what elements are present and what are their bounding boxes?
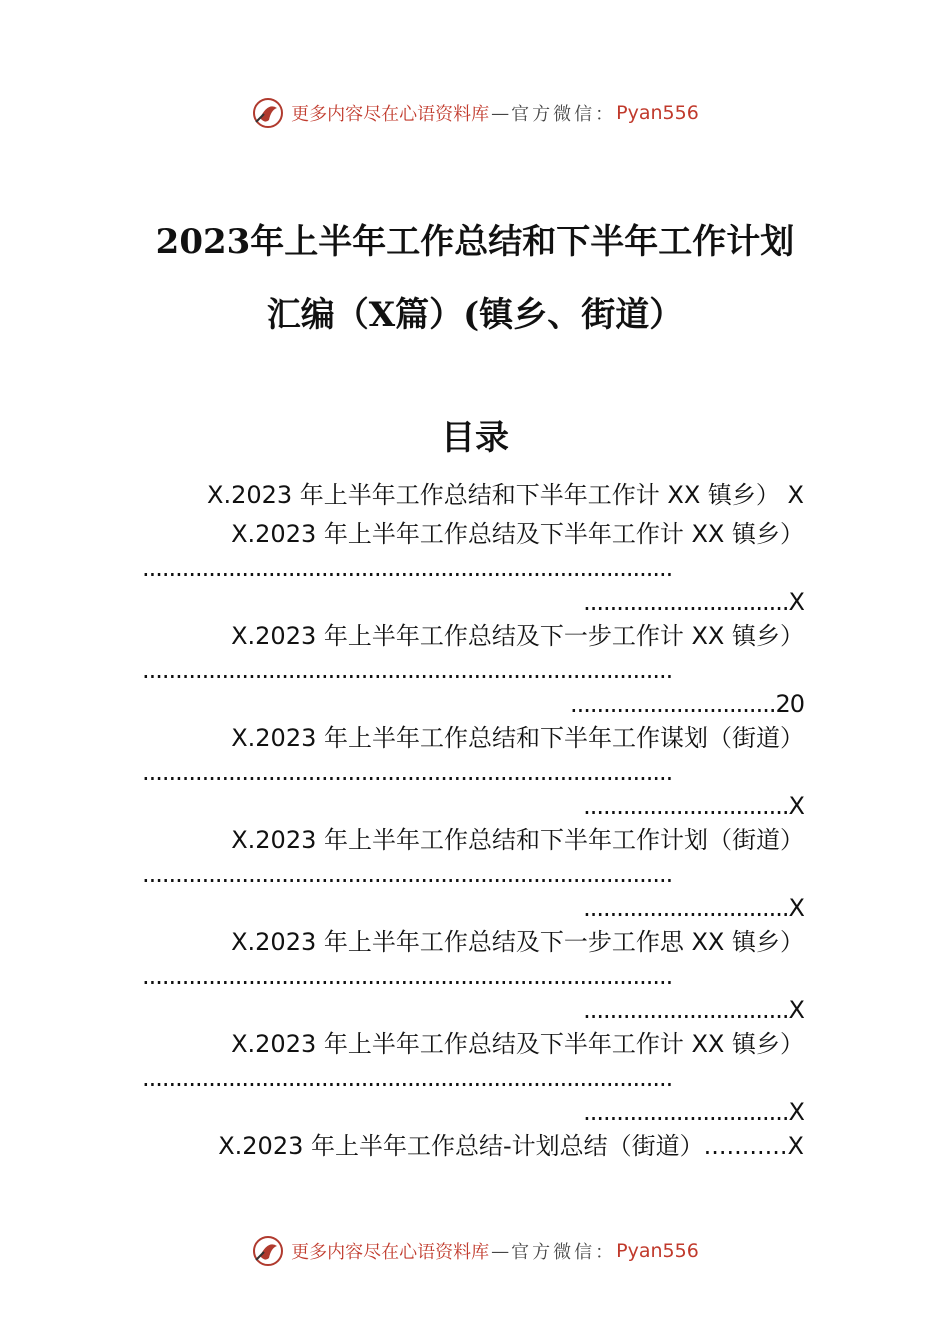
brand-logo-icon <box>251 1234 285 1268</box>
toc-leader-dots: ................................................................................ <box>142 758 673 786</box>
toc-entry-text: X.2023 年上半年工作总结及下半年工作计 XX 镇乡） <box>231 1030 804 1058</box>
toc-leader-dots: ................................................................................ <box>142 860 673 888</box>
toc-entry-1[interactable] <box>142 478 804 517</box>
document-title-line2: 汇编（X篇）(镇乡、街道） <box>266 295 684 335</box>
toc-entry-text: X.2023 年上半年工作总结和下半年工作计 XX 镇乡） X <box>207 481 804 509</box>
toc-entry-2[interactable] <box>142 517 804 619</box>
toc-entry-8[interactable] <box>142 1129 804 1163</box>
toc-leader-dots: ................................................................................ <box>142 962 673 990</box>
toc-entry-4[interactable] <box>142 721 804 823</box>
watermark-text: 更多内容尽在心语资料库 <box>291 104 490 125</box>
watermark-banner-bottom <box>0 1234 950 1268</box>
toc-heading: 目录 <box>441 418 509 458</box>
toc-entry-3[interactable] <box>142 619 804 721</box>
watermark-separator: — <box>491 1240 510 1262</box>
toc-page-number: ...............................X <box>583 588 804 616</box>
toc-entry-text: X.2023 年上半年工作总结和下半年工作谋划（街道） <box>231 724 804 752</box>
table-of-contents <box>142 478 804 1163</box>
wechat-id: Pyan556 <box>616 102 699 124</box>
toc-leader-dots: ................................................................................ <box>142 656 673 684</box>
document-title-line1: 2023年上半年工作总结和下半年工作计划 <box>155 222 795 262</box>
toc-entry-5[interactable] <box>142 823 804 925</box>
watermark-text: 更多内容尽在心语资料库 <box>291 1242 490 1263</box>
watermark-banner-top <box>0 96 950 130</box>
toc-entry-text: X.2023 年上半年工作总结及下一步工作计 XX 镇乡） <box>231 622 804 650</box>
toc-entry-text: X.2023 年上半年工作总结-计划总结（街道）...........X <box>218 1132 804 1160</box>
brand-logo-icon <box>251 96 285 130</box>
wechat-label: 官方微信： <box>511 1242 617 1263</box>
toc-page-number: ...............................20 <box>569 690 804 718</box>
toc-entry-6[interactable] <box>142 925 804 1027</box>
toc-leader-dots: ................................................................................ <box>142 1064 673 1092</box>
watermark-separator: — <box>491 102 510 124</box>
toc-entry-7[interactable] <box>142 1027 804 1129</box>
toc-entry-text: X.2023 年上半年工作总结和下半年工作计划（街道） <box>231 826 804 854</box>
wechat-id: Pyan556 <box>616 1240 699 1262</box>
toc-page-number: ...............................X <box>583 792 804 820</box>
toc-page-number: ...............................X <box>583 894 804 922</box>
wechat-label: 官方微信： <box>511 104 617 125</box>
toc-leader-dots: ................................................................................ <box>142 554 673 582</box>
toc-page-number: ...............................X <box>583 1098 804 1126</box>
toc-page-number: ...............................X <box>583 996 804 1024</box>
toc-entry-text: X.2023 年上半年工作总结及下一步工作思 XX 镇乡） <box>231 928 804 956</box>
toc-entry-text: X.2023 年上半年工作总结及下半年工作计 XX 镇乡） <box>231 520 804 548</box>
